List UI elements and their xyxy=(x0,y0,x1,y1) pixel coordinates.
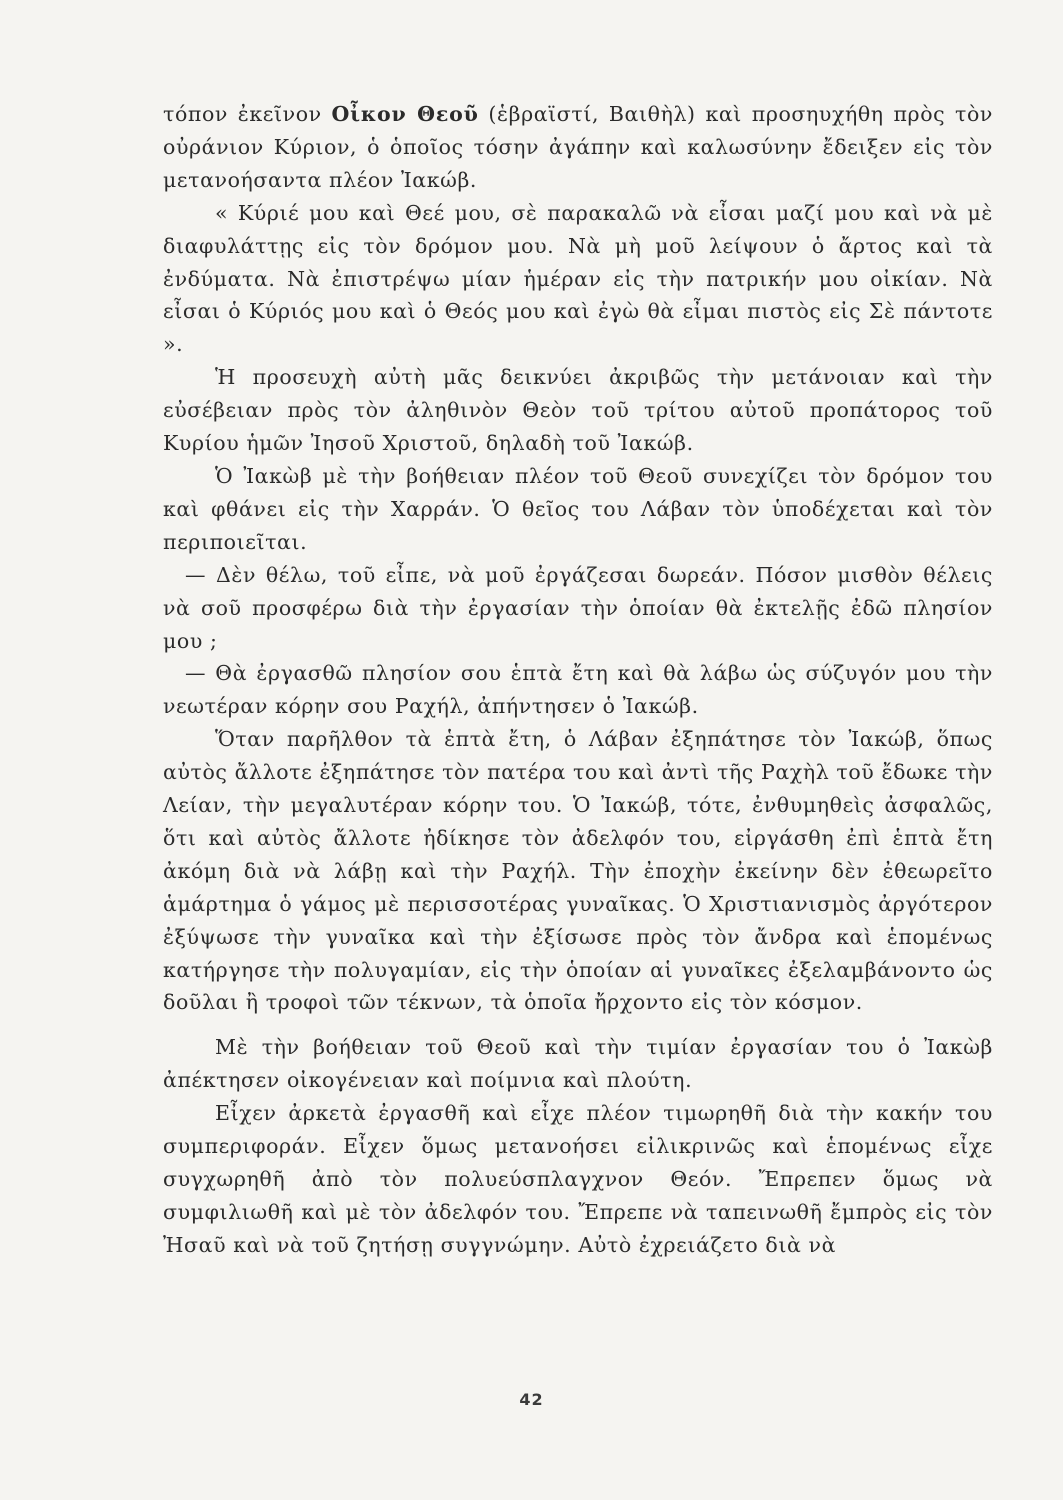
paragraph-4: Ὁ Ἰακὼβ μὲ τὴν βοήθειαν πλέον τοῦ Θεοῦ συνεχίζει τὸν δρόμον του καὶ φθάνει εἰς τὴν Χαρράν. Ὁ θεῖος του Λάβαν τὸν ὑποδέχεται καὶ τὸν περιποιεῖται. xyxy=(163,463,993,554)
paragraph-1 xyxy=(163,98,993,197)
paragraph-7: Ὅταν παρῆλθον τὰ ἑπτὰ ἔτη, ὁ Λάβαν ἐξηπάτησε τὸν Ἰακώβ, ὅπως αὐτὸς ἄλλοτε ἐξηπάτησε τὸν πατέρα του καὶ ἀντὶ τῆς Ραχὴλ τοῦ ἔδωκε τὴν Λείαν, τὴν μεγαλυτέραν κόρην του. Ὁ Ἰακώβ, τότε, ἐνθυμηθεὶς ἀσφαλῶς, ὅτι καὶ αὐτὸς ἄλλοτε ἠδίκησε τὸν ἀδελφόν του, εἰργάσθη ἐπὶ ἑπτὰ ἔτη ἀκόμη διὰ νὰ λάβῃ καὶ τὴν Ραχήλ. Τὴν ἐποχὴν ἐκείνην δὲν ἐθεωρεῖτο ἁμάρτημα ὁ γάμος μὲ περισσοτέρας γυναῖκας. Ὁ Χριστιανισμὸς ἀργότερον ἐξύψωσε τὴν γυναῖκα καὶ τὴν ἐξίσωσε πρὸς τὸν ἄνδρα καὶ ἑπομένως κατήργησε τὴν πολυγαμίαν, εἰς τὴν ὁποίαν αἱ γυναῖκες ἐξελαμβάνοντο ὡς δοῦλαι ἢ τροφοὶ τῶν τέκνων, τὰ ὁποῖα ἤρχοντο εἰς τὸν κόσμον. xyxy=(163,727,993,1015)
paragraph-3: Ἡ προσευχὴ αὐτὴ μᾶς δεικνύει ἀκριβῶς τὴν μετάνοιαν καὶ τὴν εὐσέβειαν πρὸς τὸν ἀληθινὸν Θεὸν τοῦ τρίτου αὐτοῦ προπάτορος τοῦ Κυρίου ἡμῶν Ἰησοῦ Χριστοῦ, δηλαδὴ τοῦ Ἰακώβ. xyxy=(163,365,993,456)
page-number: 42 xyxy=(519,1390,544,1409)
paragraph-5-dialogue: — Δὲν θέλω, τοῦ εἶπε, νὰ μοῦ ἐργάζεσαι δωρεάν. Πόσον μισθὸν θέλεις νὰ σοῦ προσφέρω διὰ τὴν ἐργασίαν τὴν ὁποίαν θὰ ἐκτελῇς ἐδῶ πλησίον μου ; xyxy=(163,562,993,653)
emphasized-term: Οἶκον Θεοῦ xyxy=(331,102,479,126)
paragraph-2: « Κύριέ μου καὶ Θεέ μου, σὲ παρακαλῶ νὰ εἶσαι μαζί μου καὶ νὰ μὲ διαφυλάττῃς εἰς τὸν δρόμον μου. Νὰ μὴ μοῦ λείψουν ὁ ἄρτος καὶ τὰ ἐνδύματα. Νὰ ἐπιστρέψω μίαν ἡμέραν εἰς τὴν πατρικήν μου οἰκίαν. Νὰ εἶσαι ὁ Κύριός μου καὶ ὁ Θεός μου καὶ ἐγὼ θὰ εἶμαι πιστὸς εἰς Σὲ πάντοτε ». xyxy=(163,200,993,357)
paragraph-1-start: τόπον ἐκεῖνον xyxy=(163,102,332,126)
body-text xyxy=(163,98,993,1262)
paragraph-1-end: (ἑβραϊστί, Βαιθὴλ) καὶ προσηυχήθη πρὸς τὸν οὐράνιον Κύριον, ὁ ὁποῖος τόσην ἀγάπην καὶ καλωσύνην ἔδειξεν εἰς τὸν μετανοήσαντα πλέον Ἰακώβ. xyxy=(163,102,993,192)
paragraph-6-dialogue: — Θὰ ἐργασθῶ πλησίον σου ἑπτὰ ἔτη καὶ θὰ λάβω ὡς σύζυγόν μου τὴν νεωτέραν κόρην σου Ραχήλ, ἀπήντησεν ὁ Ἰακώβ. xyxy=(163,661,993,719)
paragraph-8: Μὲ τὴν βοήθειαν τοῦ Θεοῦ καὶ τὴν τιμίαν ἐργασίαν του ὁ Ἰακὼβ ἀπέκτησεν οἰκογένειαν καὶ ποίμνια καὶ πλούτη. xyxy=(163,1035,993,1093)
paragraph-9: Εἶχεν ἀρκετὰ ἐργασθῆ καὶ εἶχε πλέον τιμωρηθῆ διὰ τὴν κακήν του συμπεριφοράν. Εἶχεν ὅμως μετανοήσει εἰλικρινῶς καὶ ἑπομένως εἶχε συγχωρηθῆ ἀπὸ τὸν πολυεύσπλαγχνον Θεόν. Ἔπρεπεν ὅμως νὰ συμφιλιωθῆ καὶ μὲ τὸν ἀδελφόν του. Ἔπρεπε νὰ ταπεινωθῆ ἔμπρὸς εἰς τὸν Ἠσαῦ καὶ νὰ τοῦ ζητήσῃ συγγνώμην. Αὐτὸ ἐχρειάζετο διὰ νὰ xyxy=(163,1101,993,1257)
